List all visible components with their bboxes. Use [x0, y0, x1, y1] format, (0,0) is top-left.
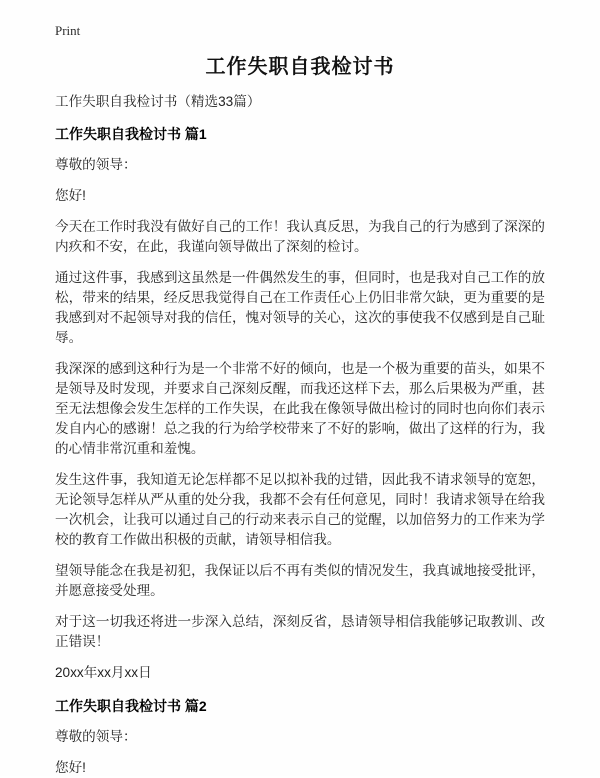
- date-line: 20xx年xx月xx日: [55, 665, 152, 680]
- document-subtitle: 工作失职自我检讨书（精选33篇）: [55, 94, 261, 109]
- salutation: 尊敬的领导：: [55, 157, 137, 172]
- paragraph: 望领导能念在我是初犯，我保证以后不再有类似的情况发生，我真诚地接受批评，并愿意接受处理。: [55, 563, 545, 598]
- article-2: [55, 697, 545, 778]
- greeting: 您好!: [55, 188, 86, 203]
- page-title: 工作失职自我检讨书: [205, 56, 395, 78]
- salutation: 尊敬的领导：: [55, 729, 137, 744]
- paragraph: 对于这一切我还将进一步深入总结，深刻反省，恳请领导相信我能够记取教训、改正错误！: [55, 614, 545, 649]
- greeting: 您好!: [55, 760, 86, 775]
- paragraph: 发生这件事，我知道无论怎样都不足以拟补我的过错，因此我不请求领导的宽恕，无论领导怎样从严从重的处分我，我都不会有任何意见，同时！我请求领导在给我一次机会，让我可以通过自己的行动来表示自己的觉醒，以加倍努力的工作来为学校的教育工作做出积极的贡献，请领导相信我。: [55, 472, 545, 547]
- print-link[interactable]: Print: [55, 23, 81, 38]
- paragraph: 我深深的感到这种行为是一个非常不好的倾向，也是一个极为重要的苗头，如果不是领导及时发现，并要求自己深刻反醒，而我还这样下去，那么后果极为严重，甚至无法想像会发生怎样的工作失误，在此我在像领导做出检讨的同时也向你们表示发自内心的感谢！总之我的行为给学校带来了不好的影响，做出了这样的行为，我的心情非常沉重和羞愧。: [55, 361, 545, 456]
- section-heading-part1: 工作失职自我检讨书 篇1: [55, 126, 207, 142]
- paragraph: 通过这件事，我感到这虽然是一件偶然发生的事，但同时，也是我对自己工作的放松，带来的结果，经反思我觉得自己在工作责任心上仍旧非常欠缺，更为重要的是我感到对不起领导对我的信任，愧对领导的关心，这次的事使我不仅感到是自己耻辱。: [55, 270, 545, 345]
- article-1: [55, 125, 545, 683]
- section-heading-part2: 工作失职自我检讨书 篇2: [55, 698, 207, 714]
- paragraph: 今天在工作时我没有做好自己的工作！我认真反思，为我自己的行为感到了深深的内疚和不安，在此，我谨向领导做出了深刻的检讨。: [55, 219, 545, 254]
